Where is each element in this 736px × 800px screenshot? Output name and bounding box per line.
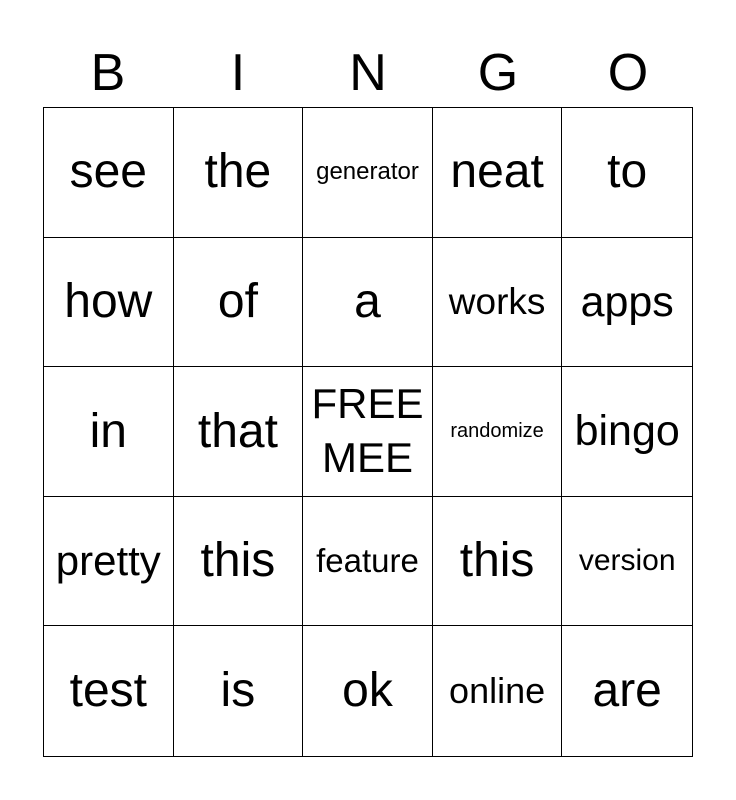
bingo-cell[interactable]: test [44, 626, 174, 756]
bingo-cell[interactable]: a [303, 238, 433, 368]
free-cell[interactable]: FREE MEE [303, 367, 433, 497]
bingo-cell[interactable]: see [44, 108, 174, 238]
bingo-cell[interactable]: in [44, 367, 174, 497]
bingo-cell[interactable]: online [433, 626, 563, 756]
bingo-cell[interactable]: neat [433, 108, 563, 238]
bingo-cell[interactable]: apps [562, 238, 692, 368]
bingo-cell[interactable]: bingo [562, 367, 692, 497]
header-letter-g: G [477, 44, 519, 102]
bingo-cell[interactable]: the [174, 108, 304, 238]
bingo-header [43, 40, 693, 106]
bingo-cell[interactable]: pretty [44, 497, 174, 627]
header-letter-o: O [607, 44, 649, 102]
bingo-cell[interactable]: this [174, 497, 304, 627]
bingo-cell[interactable]: how [44, 238, 174, 368]
bingo-cell[interactable]: randomize [433, 367, 563, 497]
bingo-cell[interactable]: works [433, 238, 563, 368]
header-letter-i: I [230, 44, 246, 102]
header-letter-b: B [90, 44, 126, 102]
bingo-cell[interactable]: ok [303, 626, 433, 756]
bingo-cell[interactable]: feature [303, 497, 433, 627]
bingo-cell[interactable]: to [562, 108, 692, 238]
bingo-cell[interactable]: this [433, 497, 563, 627]
bingo-cell[interactable]: generator [303, 108, 433, 238]
bingo-cell[interactable]: that [174, 367, 304, 497]
bingo-board [43, 107, 693, 757]
bingo-cell[interactable]: are [592, 664, 662, 718]
bingo-cell[interactable]: version [562, 497, 692, 627]
bingo-cell[interactable]: of [174, 238, 304, 368]
header-letter-n: N [349, 44, 387, 102]
bingo-cell[interactable]: is [174, 626, 304, 756]
